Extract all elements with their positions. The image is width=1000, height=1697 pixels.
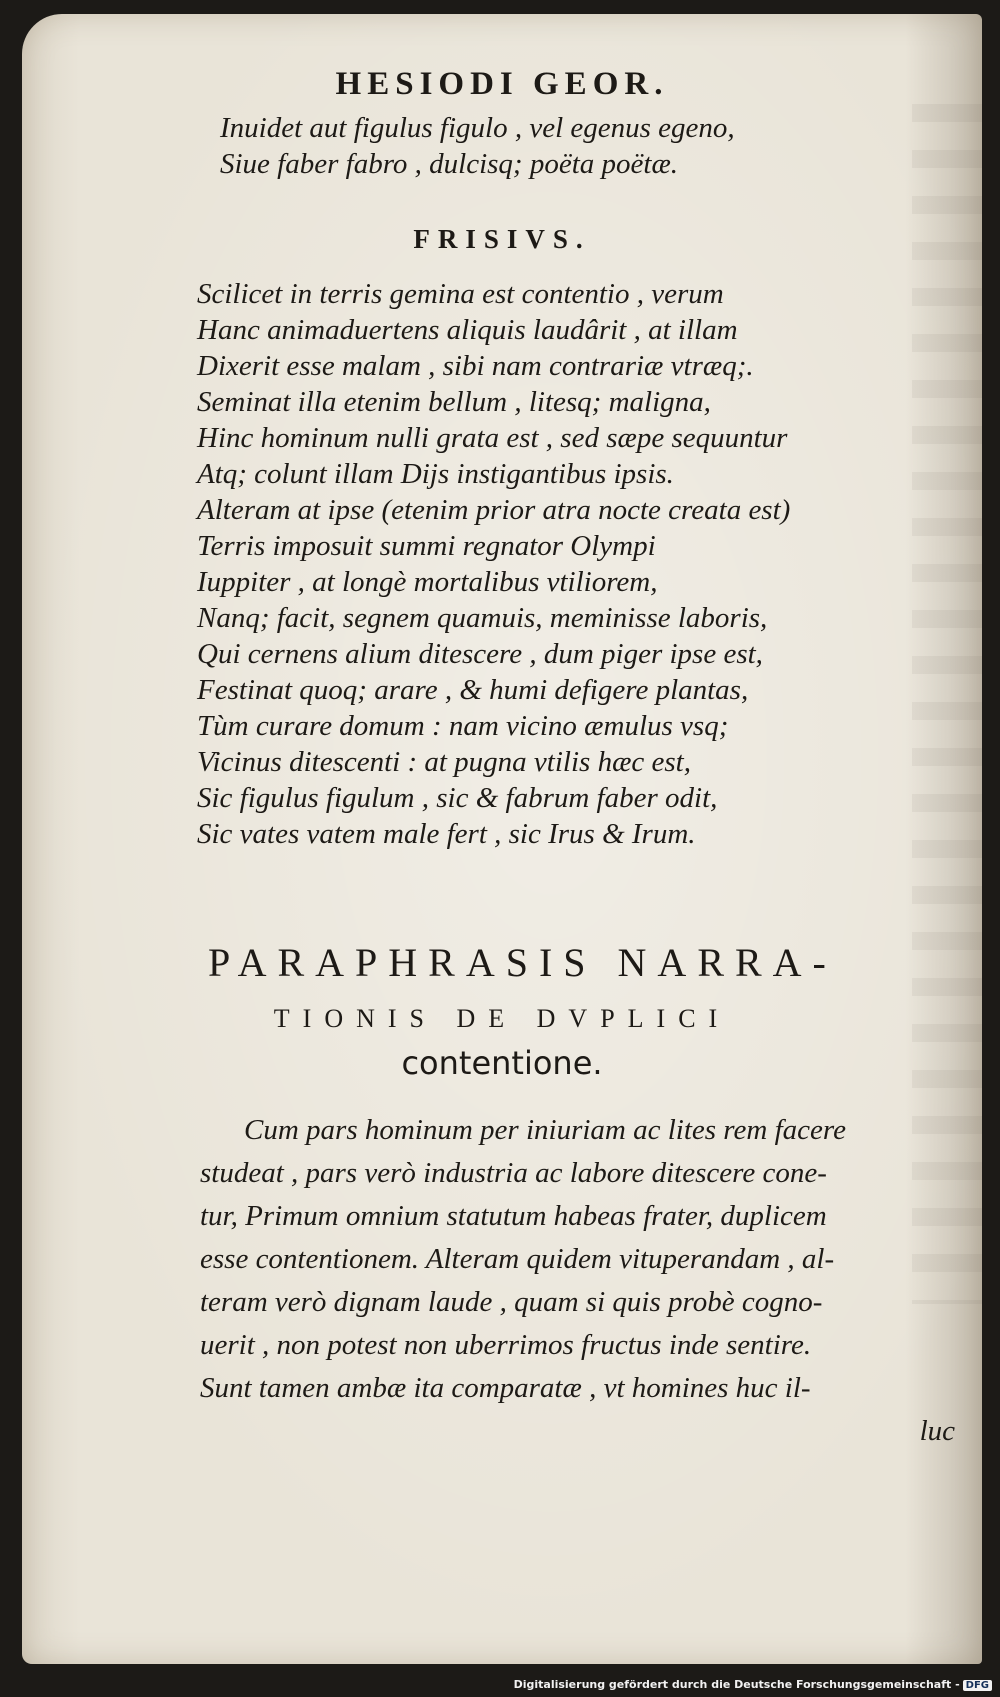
verse-line: Qui cernens alium ditescere , dum piger ipse est, <box>197 638 763 670</box>
prose-line: uerit , non potest non uberrimos fructus inde sentire. <box>200 1329 812 1361</box>
book-page <box>22 14 982 1664</box>
prose-line: teram verò dignam laude , quam si quis probè cogno- <box>200 1286 823 1318</box>
verse-line: Atq; colunt illam Dijs instigantibus ipsis. <box>197 458 674 490</box>
prose-line: Cum pars hominum per iniuriam ac lites rem facere <box>244 1114 846 1146</box>
verse-line: Alteram at ipse (etenim prior atra nocte creata est) <box>197 494 791 526</box>
prose-paragraph <box>200 1109 955 1453</box>
verse-line: Sic figulus figulum , sic & fabrum faber odit, <box>197 782 718 814</box>
prose-line: tur, Primum omnium statutum habeas frater, duplicem <box>200 1200 827 1232</box>
verse-line: Vicinus ditescenti : at pugna vtilis hæc est, <box>197 746 691 778</box>
digitization-footer <box>514 1678 992 1691</box>
verse-line: Terris imposuit summi regnator Olympi <box>197 530 656 562</box>
running-head: HESIODI GEOR. <box>335 66 669 102</box>
verse-line: Iuppiter , at longè mortalibus vtiliorem, <box>197 566 658 598</box>
prose-line: Sunt tamen ambæ ita comparatæ , vt homines huc il- <box>200 1372 811 1404</box>
verse-line: Nanq; facit, segnem quamuis, meminisse laboris, <box>197 602 768 634</box>
verse-line: Hinc hominum nulli grata est , sed sæpe sequuntur <box>197 422 788 454</box>
catchword: luc <box>919 1415 955 1447</box>
heading-line-2: TIONIS DE DVPLICI <box>273 1004 731 1033</box>
prose-line: esse contentionem. Alteram quidem vituperandam , al- <box>200 1243 835 1275</box>
section-label: FRISIVS. <box>413 224 591 254</box>
verse-line: Scilicet in terris gemina est contentio , verum <box>197 278 724 310</box>
heading-line-3: contentione. <box>401 1044 603 1082</box>
heading-line-1: PARAPHRASIS NARRA- <box>208 940 837 985</box>
verse-line: Tùm curare domum : nam vicino æmulus vsq; <box>197 710 729 742</box>
verse-line: Festinat quoq; arare , & humi defigere plantas, <box>197 674 749 706</box>
footer-text: Digitalisierung gefördert durch die Deutsche Forschungsgemeinschaft - <box>513 1678 960 1691</box>
verse-line: Hanc animaduertens aliquis laudârit , at illam <box>197 314 738 346</box>
verse-line: Seminat illa etenim bellum , litesq; maligna, <box>197 386 711 418</box>
verse-main <box>197 276 790 852</box>
prose-line: studeat , pars verò industria ac labore ditescere cone- <box>200 1157 827 1189</box>
verse-top <box>220 110 735 182</box>
verse-line: Dixerit esse malam , sibi nam contrariæ vtræq;. <box>197 350 754 382</box>
verse-line: Inuidet aut figulus figulo , vel egenus egeno, <box>220 112 735 144</box>
dfg-logo: DFG <box>963 1680 992 1691</box>
verse-line: Siue faber fabro , dulcisq; poëta poëtæ. <box>220 148 679 180</box>
verse-line: Sic vates vatem male fert , sic Irus & Irum. <box>197 818 696 850</box>
